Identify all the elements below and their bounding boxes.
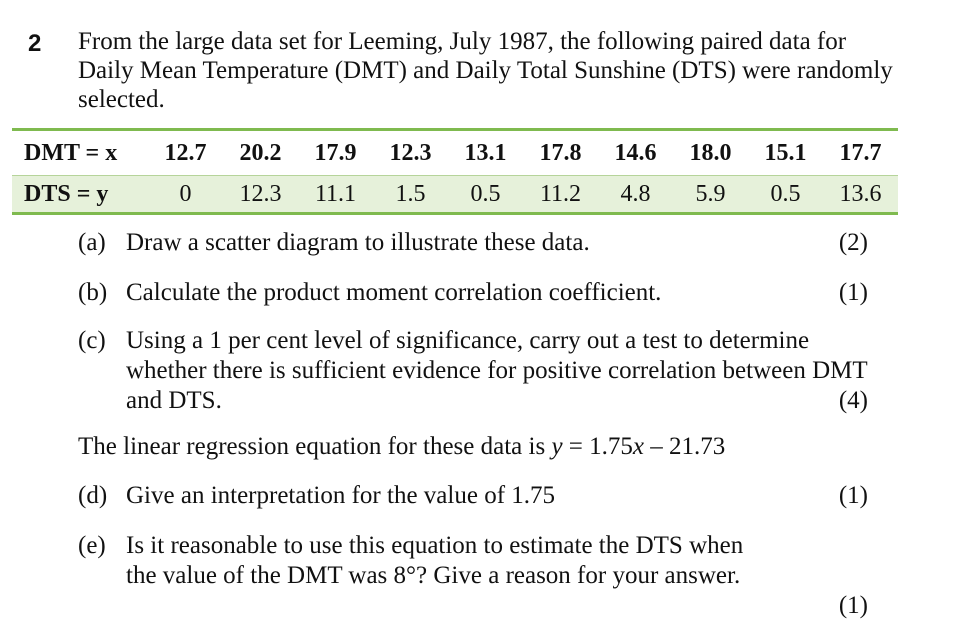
part-b xyxy=(78,278,868,308)
table-row-dmt xyxy=(12,130,898,176)
marks: (1) xyxy=(838,592,868,619)
regression-equals: = 1.75 xyxy=(562,433,633,460)
part-d xyxy=(78,481,868,511)
part-label: (c) xyxy=(78,327,106,354)
part-e xyxy=(78,531,868,619)
part-label: (e) xyxy=(78,532,106,559)
part-label: (a) xyxy=(78,229,106,256)
regression-y: y xyxy=(551,433,563,460)
dts-value: 1.5 xyxy=(373,176,448,214)
dts-value: 4.8 xyxy=(598,176,673,214)
regression-rest: – 21.73 xyxy=(644,433,726,460)
dmt-value: 17.8 xyxy=(523,130,598,176)
dts-value: 11.2 xyxy=(523,176,598,214)
marks: (1) xyxy=(838,279,868,306)
marks: (1) xyxy=(838,482,868,509)
part-text: Is it reasonable to use this equation to estimate the DTS when the value of the DMT was 8°? Give a reason for your answer. xyxy=(126,532,744,589)
dmt-value: 12.3 xyxy=(373,130,448,176)
table-row-dts xyxy=(12,176,898,214)
regression-prefix: The linear regression equation for these data is xyxy=(78,433,552,460)
regression-statement xyxy=(78,432,725,462)
regression-x: x xyxy=(632,433,645,460)
dts-value: 12.3 xyxy=(223,176,298,214)
part-a xyxy=(78,228,868,258)
marks: (2) xyxy=(838,229,868,256)
dmt-value: 18.0 xyxy=(673,130,748,176)
dmt-value: 17.7 xyxy=(823,130,898,176)
data-table xyxy=(12,128,898,215)
dts-value: 0.5 xyxy=(448,176,523,214)
part-text: Give an interpretation for the value of 1.75 xyxy=(126,482,556,509)
dts-header: DTS = y xyxy=(12,176,148,214)
dmt-value: 15.1 xyxy=(748,130,823,176)
dts-value: 11.1 xyxy=(298,176,373,214)
question-number: 2 xyxy=(28,30,42,57)
part-label: (b) xyxy=(78,279,108,306)
dmt-value: 13.1 xyxy=(448,130,523,176)
dmt-header: DMT = x xyxy=(12,130,148,176)
part-text: Using a 1 per cent level of significance, carry out a test to determine whether there is sufficient evidence for positive correlation between DMT and DTS. xyxy=(126,327,868,414)
dmt-value: 17.9 xyxy=(298,130,373,176)
dts-value: 0 xyxy=(148,176,223,214)
part-c xyxy=(78,326,868,416)
question-intro: From the large data set for Leeming, July 1987, the following paired data for Daily Mean Temperature (DMT) and Daily Total Sunshine (DTS) were randomly selected. xyxy=(78,28,893,113)
dts-value: 13.6 xyxy=(823,176,898,214)
dmt-value: 20.2 xyxy=(223,130,298,176)
dts-value: 5.9 xyxy=(673,176,748,214)
part-text: Draw a scatter diagram to illustrate these data. xyxy=(126,229,590,256)
marks: (4) xyxy=(838,387,868,414)
part-label: (d) xyxy=(78,482,108,509)
dmt-value: 14.6 xyxy=(598,130,673,176)
part-text: Calculate the product moment correlation coefficient. xyxy=(126,279,662,306)
dmt-value: 12.7 xyxy=(148,130,223,176)
dts-value: 0.5 xyxy=(748,176,823,214)
